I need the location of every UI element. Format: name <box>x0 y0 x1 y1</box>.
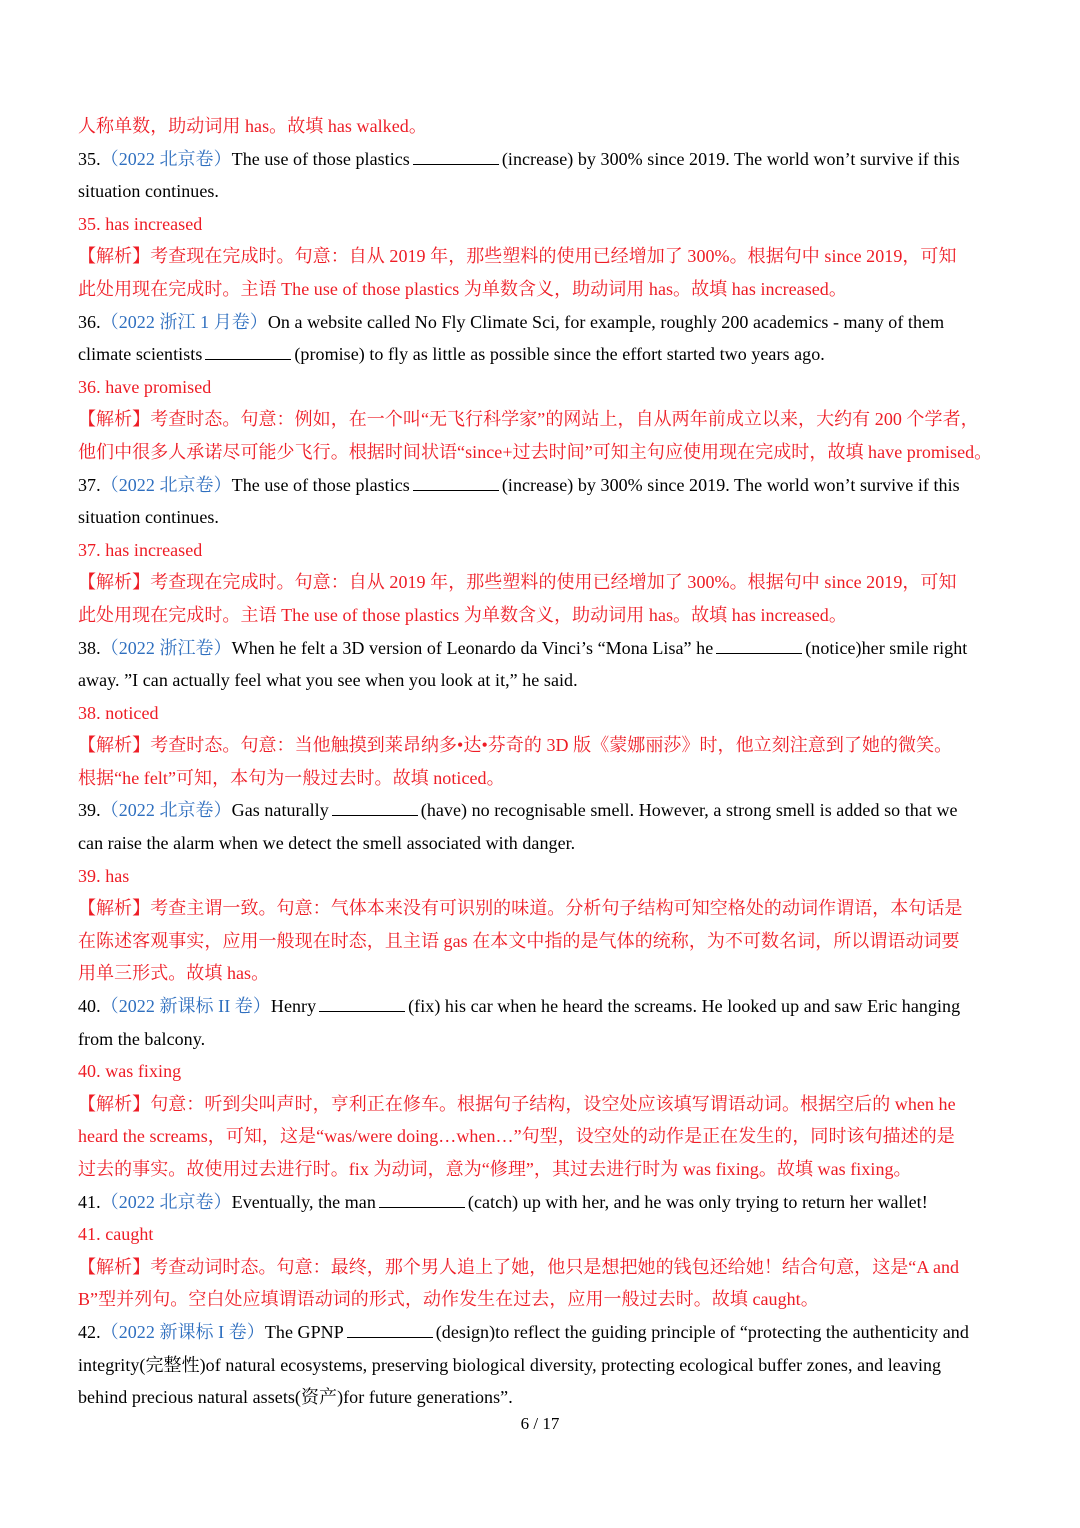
question-37 <box>78 469 1008 502</box>
answer-text: 38. noticed <box>78 702 159 723</box>
question-text: On a website called No Fly Climate Sci, for example, roughly 200 academics - many of them <box>267 311 945 332</box>
question-text: can raise the alarm when we detect the smell associated with danger. <box>78 833 576 854</box>
explanation-39-cont <box>78 957 1008 990</box>
explanation-text: 【解析】考查主谓一致。句意：气体本来没有可识别的味道。分析句子结构可知空格处的动词作谓语，本句话是 <box>78 898 963 919</box>
question-text: integrity(完整性)of natural ecosystems, preserving biological diversity, protecting ecological buffer zones, and leaving <box>78 1354 942 1375</box>
question-number: 40. <box>78 996 101 1017</box>
explanation-36 <box>78 403 1008 436</box>
question-text: (promise) to fly as little as possible since the effort started two years ago. <box>294 344 825 365</box>
question-38 <box>78 632 1008 665</box>
explanation-41 <box>78 1251 1008 1284</box>
explanation-35 <box>78 240 1008 273</box>
question-text: Eventually, the man <box>231 1191 376 1212</box>
explanation-40 <box>78 1088 1008 1121</box>
question-text: (catch) up with her, and he was only trying to return her wallet! <box>467 1191 928 1212</box>
explanation-text: 【解析】考查现在完成时。句意：自从 2019 年，那些塑料的使用已经增加了 300%。根据句中 since 2019，可知 <box>78 572 957 593</box>
question-number: 37. <box>78 474 101 495</box>
answer-blank <box>379 1193 465 1208</box>
answer-text: 37. has increased <box>78 539 203 560</box>
question-source: （2022 新课标 I 卷） <box>100 1321 265 1342</box>
answer-41 <box>78 1218 1008 1251</box>
question-source: （2022 北京卷） <box>100 474 232 495</box>
explanation-text: 此处用现在完成时。主语 The use of those plastics 为单数含义，助动词用 has。故填 has increased。 <box>78 278 847 299</box>
explanation-37-cont <box>78 599 1008 632</box>
question-text: The use of those plastics <box>231 474 410 495</box>
answer-38 <box>78 697 1008 730</box>
answer-text: 41. caught <box>78 1224 154 1245</box>
question-text: behind precious natural assets(资产)for future generations”. <box>78 1387 513 1408</box>
question-36 <box>78 306 1008 339</box>
answer-text: 35. has increased <box>78 213 203 234</box>
explanation-40-cont <box>78 1120 1008 1153</box>
explanation-39 <box>78 892 1008 925</box>
page-content <box>78 110 1008 1414</box>
question-text: The GPNP <box>264 1321 344 1342</box>
answer-37 <box>78 534 1008 567</box>
explanation-text: 【解析】考查现在完成时。句意：自从 2019 年，那些塑料的使用已经增加了 300%。根据句中 since 2019，可知 <box>78 246 957 267</box>
question-source: （2022 浙江 1 月卷） <box>100 311 268 332</box>
answer-text: 39. has <box>78 865 130 886</box>
answer-blank <box>716 639 802 654</box>
question-number: 39. <box>78 800 101 821</box>
question-41 <box>78 1186 1008 1219</box>
question-number: 38. <box>78 637 101 658</box>
question-text: The use of those plastics <box>231 148 410 169</box>
question-text: from the balcony. <box>78 1028 206 1049</box>
question-text: (notice)her smile right <box>805 637 968 658</box>
question-39 <box>78 794 1008 827</box>
answer-text: 36. have promised <box>78 376 212 397</box>
text: 人称单数，助动词用 has。故填 has walked。 <box>78 116 427 136</box>
question-source: （2022 北京卷） <box>100 1191 232 1212</box>
answer-40 <box>78 1055 1008 1088</box>
explanation-35-cont <box>78 273 1008 306</box>
explanation-36-cont <box>78 436 1008 469</box>
answer-blank <box>413 476 499 491</box>
explanation-text: B”型并列句。空白处应填谓语动词的形式，动作发生在过去，应用一般过去时。故填 caught。 <box>78 1289 819 1310</box>
explanation-40-cont <box>78 1153 1008 1186</box>
question-text: Gas naturally <box>231 800 329 821</box>
question-38-cont <box>78 664 1008 697</box>
question-number: 36. <box>78 311 101 332</box>
question-37-cont <box>78 501 1008 534</box>
explanation-text: 【解析】考查时态。句意：当他触摸到莱昂纳多•达•芬奇的 3D 版《蒙娜丽莎》时，他立刻注意到了她的微笑。 <box>78 735 953 756</box>
question-42-cont <box>78 1381 1008 1414</box>
explanation-38 <box>78 729 1008 762</box>
explanation-text: 过去的事实。故使用过去进行时。fix 为动词，意为“修理”，其过去进行时为 was fixing。故填 was fixing。 <box>78 1159 912 1179</box>
question-42-cont <box>78 1349 1008 1382</box>
question-text: Henry <box>270 996 317 1017</box>
question-source: （2022 新课标 II 卷） <box>100 996 271 1017</box>
question-40-cont <box>78 1023 1008 1056</box>
answer-35 <box>78 208 1008 241</box>
question-number: 35. <box>78 148 101 169</box>
answer-blank <box>413 150 499 165</box>
question-text: (increase) by 300% since 2019. The world won’t survive if this <box>501 148 960 169</box>
explanation-37 <box>78 566 1008 599</box>
explanation-41-cont <box>78 1283 1008 1316</box>
question-source: （2022 浙江卷） <box>100 637 232 658</box>
explanation-text: 他们中很多人承诺尽可能少飞行。根据时间状语“since+过去时间”可知主句应使用现在完成时，故填 have promised。 <box>78 441 993 462</box>
explanation-text: 【解析】考查时态。句意：例如，在一个叫“无飞行科学家”的网站上，自从两年前成立以来，大约有 200 个学者， <box>78 409 979 430</box>
question-text: (have) no recognisable smell. However, a strong smell is added so that we <box>420 800 958 821</box>
page-number: 6 / 17 <box>520 1414 560 1433</box>
question-number: 42. <box>78 1321 101 1342</box>
question-42 <box>78 1316 1008 1349</box>
answer-blank <box>205 345 291 360</box>
question-text: situation continues. <box>78 181 219 202</box>
explanation-text: 用单三形式。故填 has。 <box>78 963 270 984</box>
question-text: (fix) his car when he heard the screams. He looked up and saw Eric hanging <box>408 996 961 1017</box>
answer-text: 40. was fixing <box>78 1061 182 1082</box>
question-40 <box>78 990 1008 1023</box>
explanation-line <box>78 110 1008 143</box>
question-number: 41. <box>78 1191 101 1212</box>
question-35 <box>78 143 1008 176</box>
explanation-text: 【解析】考查动词时态。句意：最终，那个男人追上了她，他只是想把她的钱包还给她！结合句意，这是“A and <box>78 1256 960 1277</box>
answer-36 <box>78 371 1008 404</box>
explanation-text: 【解析】句意：听到尖叫声时，亨利正在修车。根据句子结构，设空处应该填写谓语动词。根据空后的 when he <box>78 1093 956 1114</box>
question-35-cont <box>78 175 1008 208</box>
question-39-cont <box>78 827 1008 860</box>
question-text: climate scientists <box>78 344 203 365</box>
explanation-text: heard the screams，可知，这是“was/were doing…when…”句型，设空处的动作是正在发生的，同时该句描述的是 <box>78 1126 955 1147</box>
answer-blank <box>347 1323 433 1338</box>
question-text: situation continues. <box>78 507 219 528</box>
explanation-text: 此处用现在完成时。主语 The use of those plastics 为单数含义，助动词用 has。故填 has increased。 <box>78 604 847 625</box>
question-36-cont <box>78 338 1008 371</box>
question-source: （2022 北京卷） <box>100 800 232 821</box>
question-source: （2022 北京卷） <box>100 148 232 169</box>
explanation-39-cont <box>78 925 1008 958</box>
question-text: When he felt a 3D version of Leonardo da Vinci’s “Mona Lisa” he <box>231 637 714 658</box>
question-text: (design)to reflect the guiding principle of “protecting the authenticity and <box>435 1321 969 1342</box>
question-text: (increase) by 300% since 2019. The world won’t survive if this <box>501 474 960 495</box>
answer-blank <box>319 997 405 1012</box>
explanation-text: 在陈述客观事实，应用一般现在时态，且主语 gas 在本文中指的是气体的统称，为不可数名词，所以谓语动词要 <box>78 930 960 951</box>
answer-blank <box>332 801 418 816</box>
explanation-text: 根据“he felt”可知，本句为一般过去时。故填 noticed。 <box>78 767 505 788</box>
explanation-38-cont <box>78 762 1008 795</box>
question-text: away. ”I can actually feel what you see when you look at it,” he said. <box>78 670 578 691</box>
answer-39 <box>78 860 1008 893</box>
